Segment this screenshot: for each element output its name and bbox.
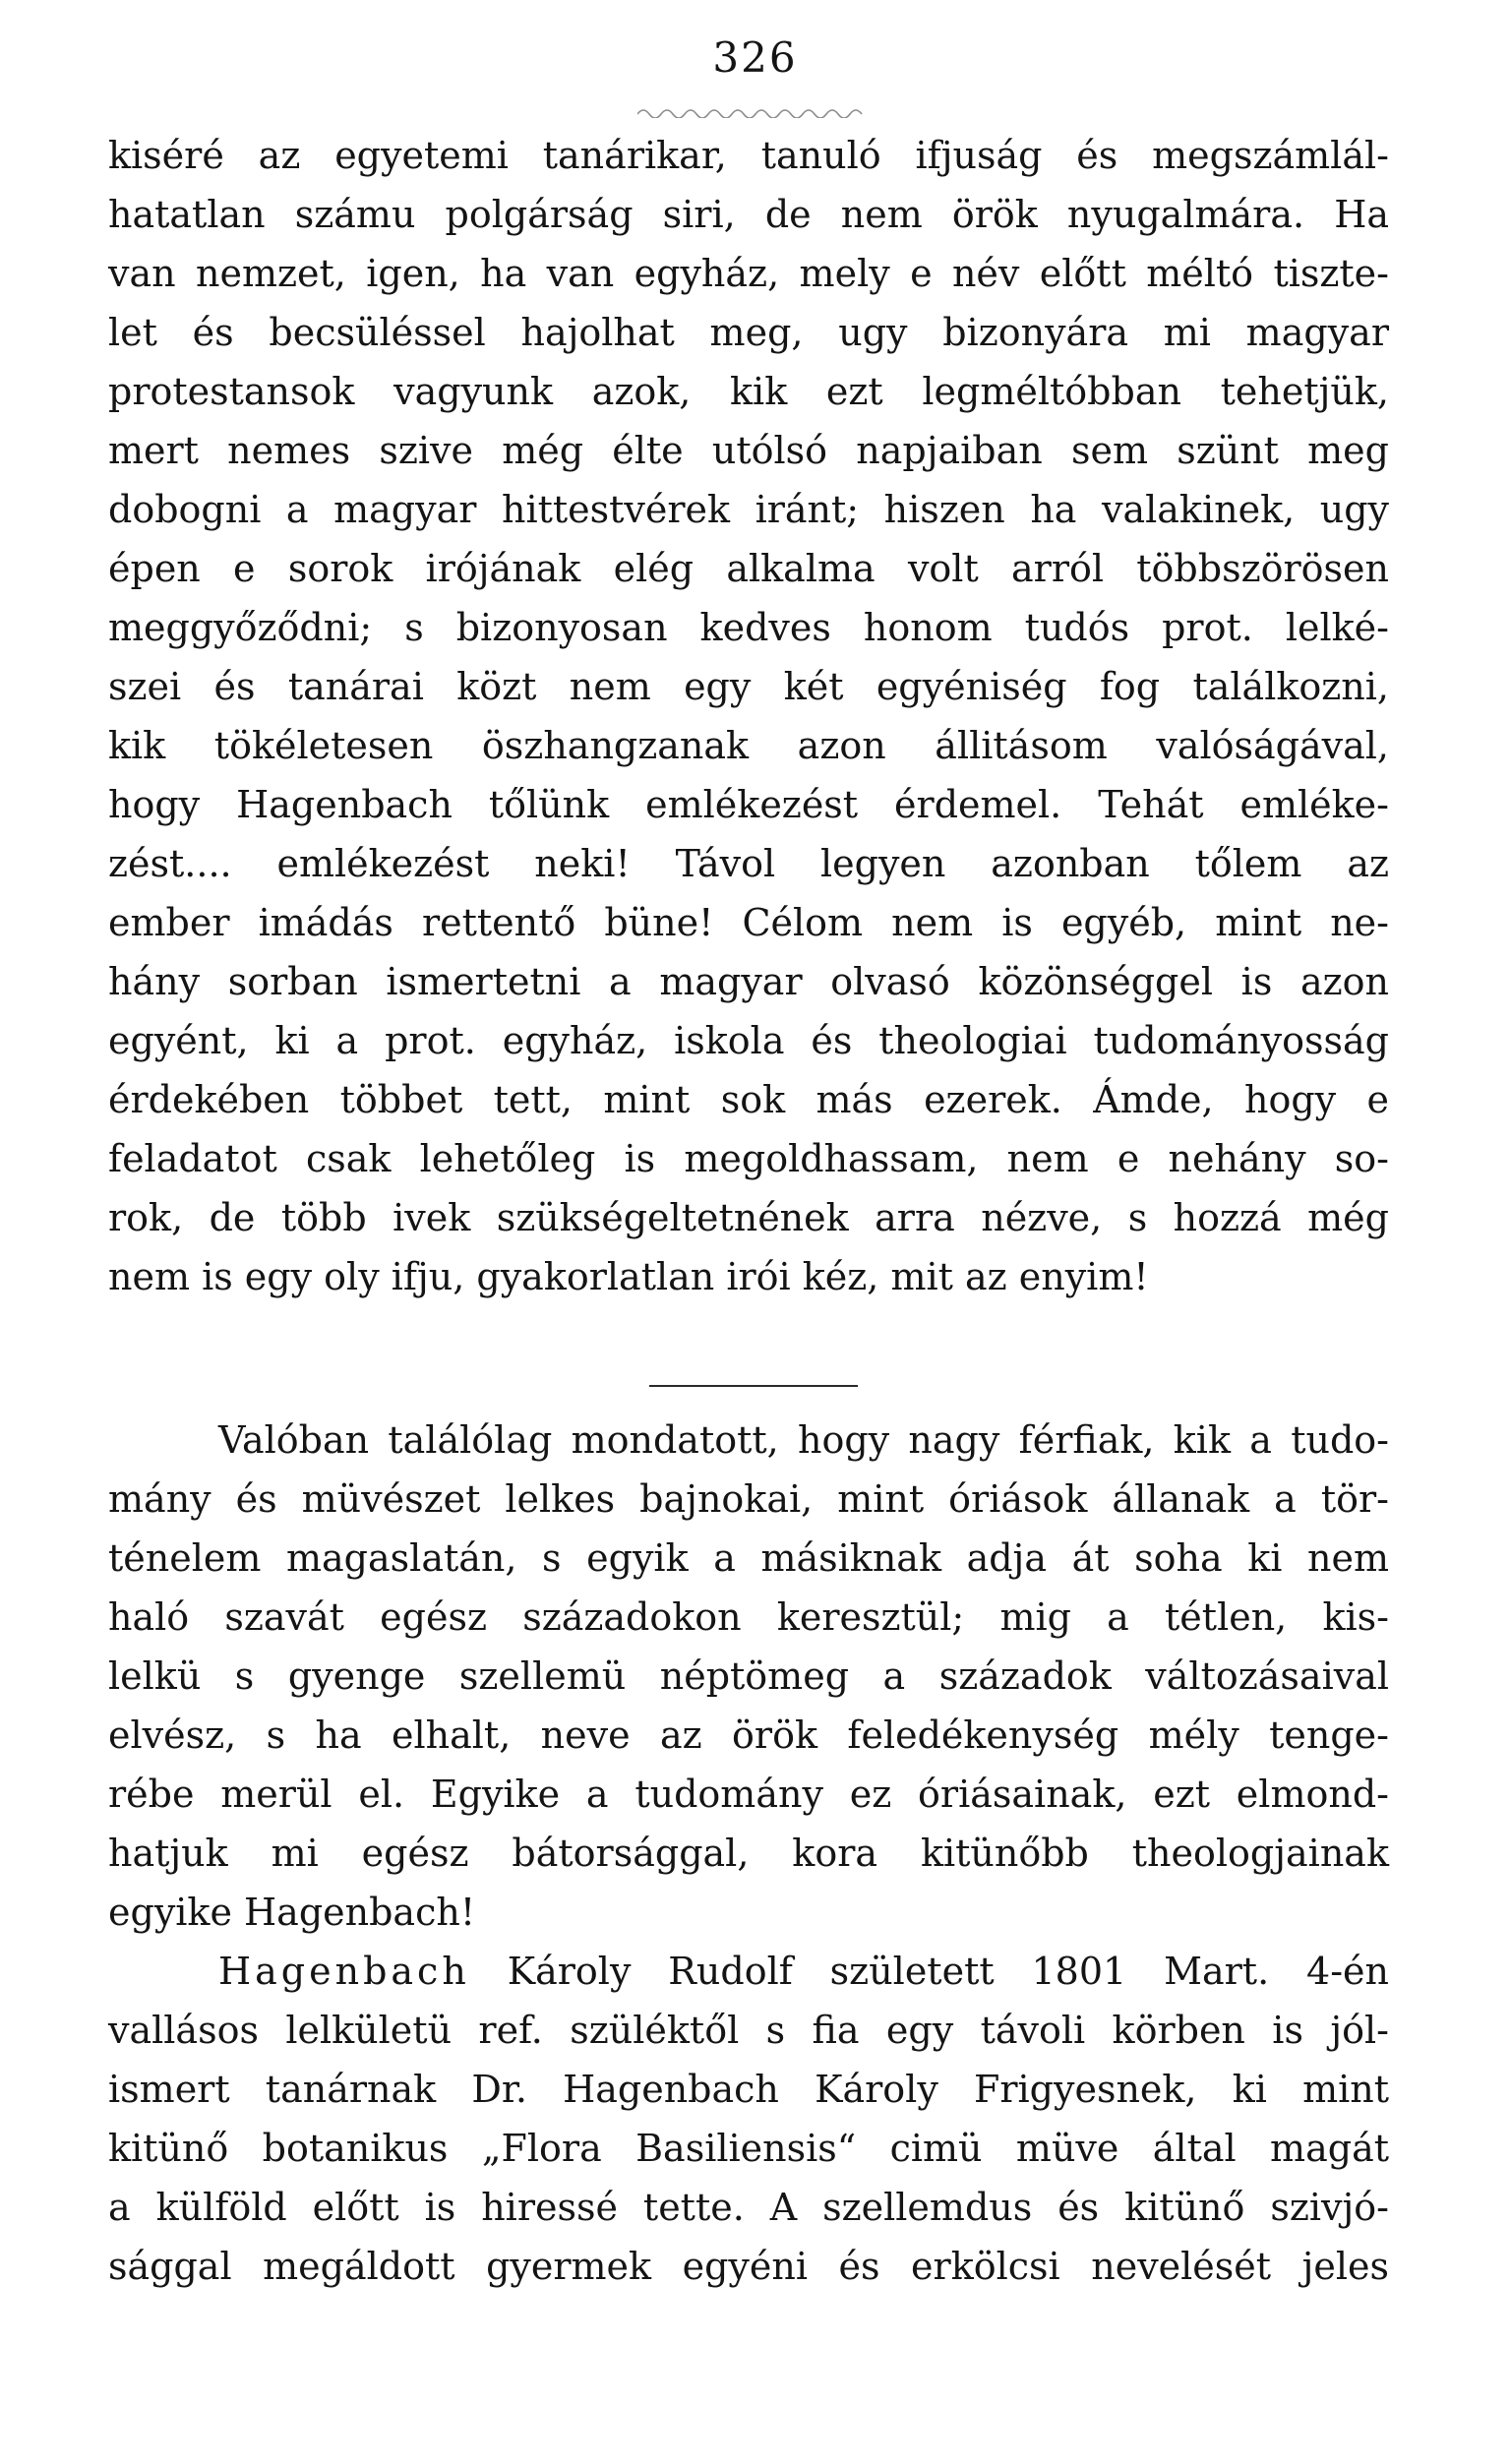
text-line: érdekében többet tett, mint sok más ezerek. Ámde, hogy e: [108, 1078, 1389, 1121]
paragraph-2: [108, 1411, 1389, 1942]
text-line: [108, 1942, 1389, 2001]
text-line: hatatlan számu polgárság siri, de nem örök nyugalmára. Ha: [108, 193, 1389, 236]
text-line: hány sorban ismertetni a magyar olvasó közönséggel is azon: [108, 960, 1389, 1003]
text-line: haló szavát egész századokon keresztül; mig a tétlen, kis-: [108, 1595, 1389, 1639]
text-line: Valóban találólag mondatott, hogy nagy férfiak, kik a tudo-: [218, 1418, 1389, 1462]
text-line: vallásos lelkületü ref. szüléktől s fia egy távoli körben is jól-: [108, 2009, 1389, 2052]
text-line: épen e sorok irójának elég alkalma volt arról többszörösen: [108, 547, 1389, 590]
text-line: kik tökéletesen öszhangzanak azon állitásom valóságával,: [108, 724, 1389, 767]
name-spaced: Hagenbach: [218, 1950, 470, 1993]
text-line: van nemzet, igen, ha van egyház, mely e név előtt méltó tiszte-: [108, 252, 1389, 295]
page-number-ornament: [637, 104, 866, 118]
text-line: sággal megáldott gyermek egyéni és erkölcsi nevelését jeles: [108, 2245, 1389, 2288]
text-line: lelkü s gyenge szellemü néptömeg a századok változásaival: [108, 1654, 1389, 1698]
text-line: hatjuk mi egész bátorsággal, kora kitünőbb theologjainak: [108, 1832, 1389, 1875]
text-line: egyike Hagenbach!: [108, 1891, 476, 1934]
text-line: mert nemes szive még élte utólsó napjaiban sem szünt meg: [108, 429, 1389, 472]
text-line: ténelem magaslatán, s egyik a másiknak adja át soha ki nem: [108, 1536, 1389, 1580]
text-line: ismert tanárnak Dr. Hagenbach Károly Frigyesnek, ki mint: [108, 2068, 1389, 2111]
text-line: hogy Hagenbach tőlünk emlékezést érdemel. Tehát emléke-: [108, 783, 1389, 826]
text-line: rok, de több ivek szükségeltetnének arra nézve, s hozzá még: [108, 1196, 1389, 1239]
text-line: let és becsüléssel hajolhat meg, ugy bizonyára mi magyar: [108, 311, 1389, 354]
text-line: egyént, ki a prot. egyház, iskola és theologiai tudományosság: [108, 1019, 1389, 1062]
text-line: ember imádás rettentő büne! Célom nem is egyéb, mint ne-: [108, 901, 1389, 944]
text-line: kitünő botanikus „Flora Basiliensis“ cimü müve által magát: [108, 2127, 1389, 2170]
text-run: Károly Rudolf született 1801 Mart. 4-én: [469, 1950, 1389, 1993]
text-line: nem is egy oly ifju, gyakorlatlan irói kéz, mit az enyim!: [108, 1255, 1149, 1298]
text-line: dobogni a magyar hittestvérek iránt; hiszen ha valakinek, ugy: [108, 488, 1389, 531]
text-line: kiséré az egyetemi tanárikar, tanuló ifjuság és megszámlál-: [108, 134, 1389, 177]
text-line: meggyőződni; s bizonyosan kedves honom tudós prot. lelké-: [108, 606, 1389, 649]
text-line: szei és tanárai közt nem egy két egyéniség fog találkozni,: [108, 665, 1389, 708]
text-line: mány és müvészet lelkes bajnokai, mint óriások állanak a tör-: [108, 1477, 1389, 1521]
section-divider: [649, 1385, 858, 1387]
text-line: zést.... emlékezést neki! Távol legyen azonban tőlem az: [108, 842, 1389, 885]
text-line: elvész, s ha elhalt, neve az örök feledékenység mély tenge-: [108, 1713, 1389, 1757]
text-line: feladatot csak lehetőleg is megoldhassam, nem e nehány so-: [108, 1137, 1389, 1180]
text-line: a külföld előtt is hiressé tette. A szellemdus és kitünő szivjó-: [108, 2186, 1389, 2229]
text-line: protestansok vagyunk azok, kik ezt legméltóbban tehetjük,: [108, 370, 1389, 413]
paragraph-1: [108, 126, 1389, 1306]
paragraph-3: [108, 1942, 1389, 2296]
page-number: 326: [712, 33, 798, 82]
text-line: rébe merül el. Egyike a tudomány ez óriásainak, ezt elmond-: [108, 1773, 1389, 1816]
